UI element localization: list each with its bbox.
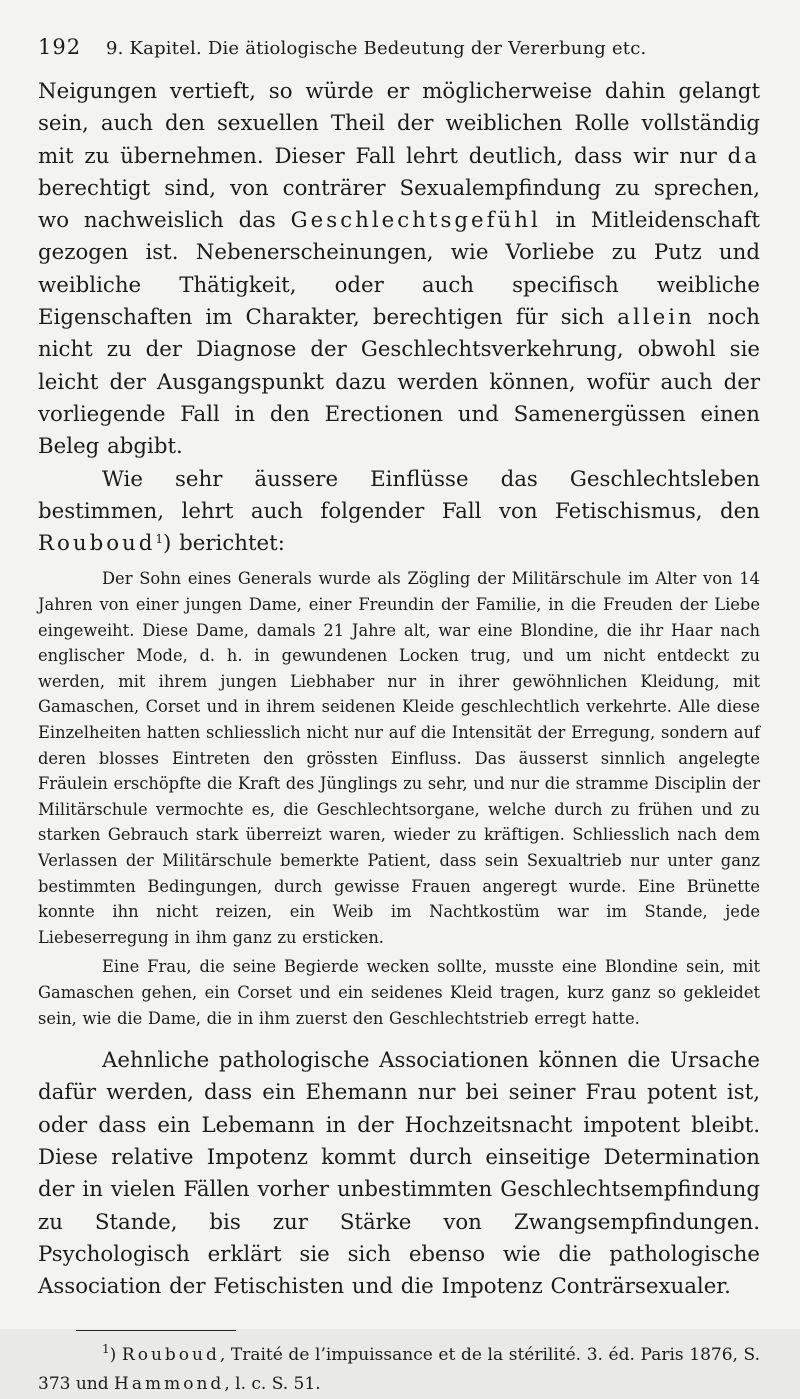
footnote-mark: 1 — [102, 1341, 110, 1356]
quote-paragraph-1: Der Sohn eines Generals wurde als Zögling der Militärschule im Alter von 14 Jahren von einer jungen Dame, einer Freundin der Familie, in die Freuden der Liebe eingeweiht. Diese Dame, damals 21 Jahre alt, war eine Blondine, die ihr Haar nach englischer Mode, d. h. in gewundenen Locken trug, und um nicht entdeckt zu werden, mit ihrem jungen Liebhaber nur in ihrer gewöhnlichen Kleidung, mit Gamaschen, Corset und in ihrem seidenen Kleide geschlechtlich verkehrte. Alle diese Einzelheiten hatten schliesslich nicht nur auf die Intensität der Erregung, sondern auf deren blosses Eintreten den grössten Einfluss. Das äusserst sinnlich angelegte Fräulein erschöpfte die Kraft des Jünglings zu sehr, und nur die stramme Disciplin der Militärschule vermochte es, die Geschlechtsorgane, welche durch zu frühen und zu starken Gebrauch stark überreizt waren, wieder zu kräftigen. Schliesslich nach dem Verlassen der Militärschule bemerkte Patient, dass sein Sexualtrieb nur unter ganz bestimmten Bedingungen, durch gewisse Frauen angeregt wurde. Eine Brünette konnte ihn nicht reizen, ein Weib im Nachtkostüm war im Stande, jede Liebeserregung in ihm ganz zu ersticken. — [38, 569, 761, 947]
text-run: Wie sehr äussere Einflüsse das Geschlechtsleben bestimmen, lehrt auch folgender Fall von Fetischismus, den — [38, 466, 760, 524]
author-name: Hammond — [114, 1373, 225, 1394]
footnote — [38, 1341, 760, 1399]
footnote-reference: 1 — [155, 532, 164, 547]
text-run: in Mitleidenschaft gezogen ist. Nebenerscheinungen, wie Vorliebe zu Putz und weibliche Thätigkeit, oder auch specifisch weibliche Eigenschaften im Charakter, berechtigen für sich — [38, 208, 760, 331]
emphasis-text: da — [727, 143, 760, 169]
text-run: ) — [109, 1344, 122, 1365]
text-run: berechtigt sind, von conträrer Sexualempfindung zu sprechen, wo nachweislich das — [38, 175, 760, 234]
text-run: , l. c. S. 51. — [224, 1373, 321, 1394]
emphasis-text: Geschlechtsgefühl — [290, 208, 541, 234]
body-paragraph-3: Aehnliche pathologische Associationen können die Ursache dafür werden, dass ein Ehemann nur bei seiner Frau potent ist, oder dass ein Lebemann in der Hochzeitsnacht impotent bleibt. Diese relative Impotenz kommt durch einseitige Determination der in vielen Fällen vorher unbestimmten Geschlechtsempfindung zu Stande, bis zur Stärke von Zwangsempfindungen. Psychologisch erklärt sie sich ebenso wie die pathologische Association der Fetischisten und die Impotenz Conträrsexualer. — [38, 1048, 760, 1300]
running-header — [38, 28, 760, 66]
page-number: 192 — [38, 35, 82, 59]
text-run: , Traité de l’impuissance et de la stérilité. 3. éd. Paris 1876, S. 373 und — [38, 1344, 760, 1394]
text-run: noch nicht zu der Diagnose der Geschlechtsverkehrung, obwohl sie leicht der Ausgangspunkt dazu werden können, wofür auch der vorliegende Fall in den Erectionen und Samenergüssen einen Beleg abgibt. — [38, 305, 760, 460]
footnote-divider — [76, 1330, 236, 1331]
body-paragraph-1 — [38, 76, 760, 464]
chapter-title: 9. Kapitel. Die ätiologische Bedeutung der Vererbung etc. — [106, 38, 647, 59]
emphasis-text: allein — [617, 305, 695, 331]
author-name: Rouboud — [38, 531, 156, 557]
text-run: ) berichtet: — [163, 531, 285, 557]
quote-paragraph-2: Eine Frau, die seine Begierde wecken sollte, musste eine Blondine sein, mit Gamaschen gehen, ein Corset und ein seidenes Kleid tragen, kurz ganz so gekleidet sein, wie die Dame, die in ihm zuerst den Geschlechtstrieb erregt hatte. — [38, 957, 760, 1028]
text-run: Neigungen vertieft, so würde er möglicherweise dahin gelangt sein, auch den sexuellen Theil der weiblichen Rolle vollständig mit zu übernehmen. Dieser Fall lehrt deutlich, dass wir nur — [38, 79, 760, 169]
author-name: Rouboud — [121, 1344, 220, 1365]
body-paragraph-2 — [38, 464, 760, 561]
case-report-quote — [38, 566, 760, 1031]
